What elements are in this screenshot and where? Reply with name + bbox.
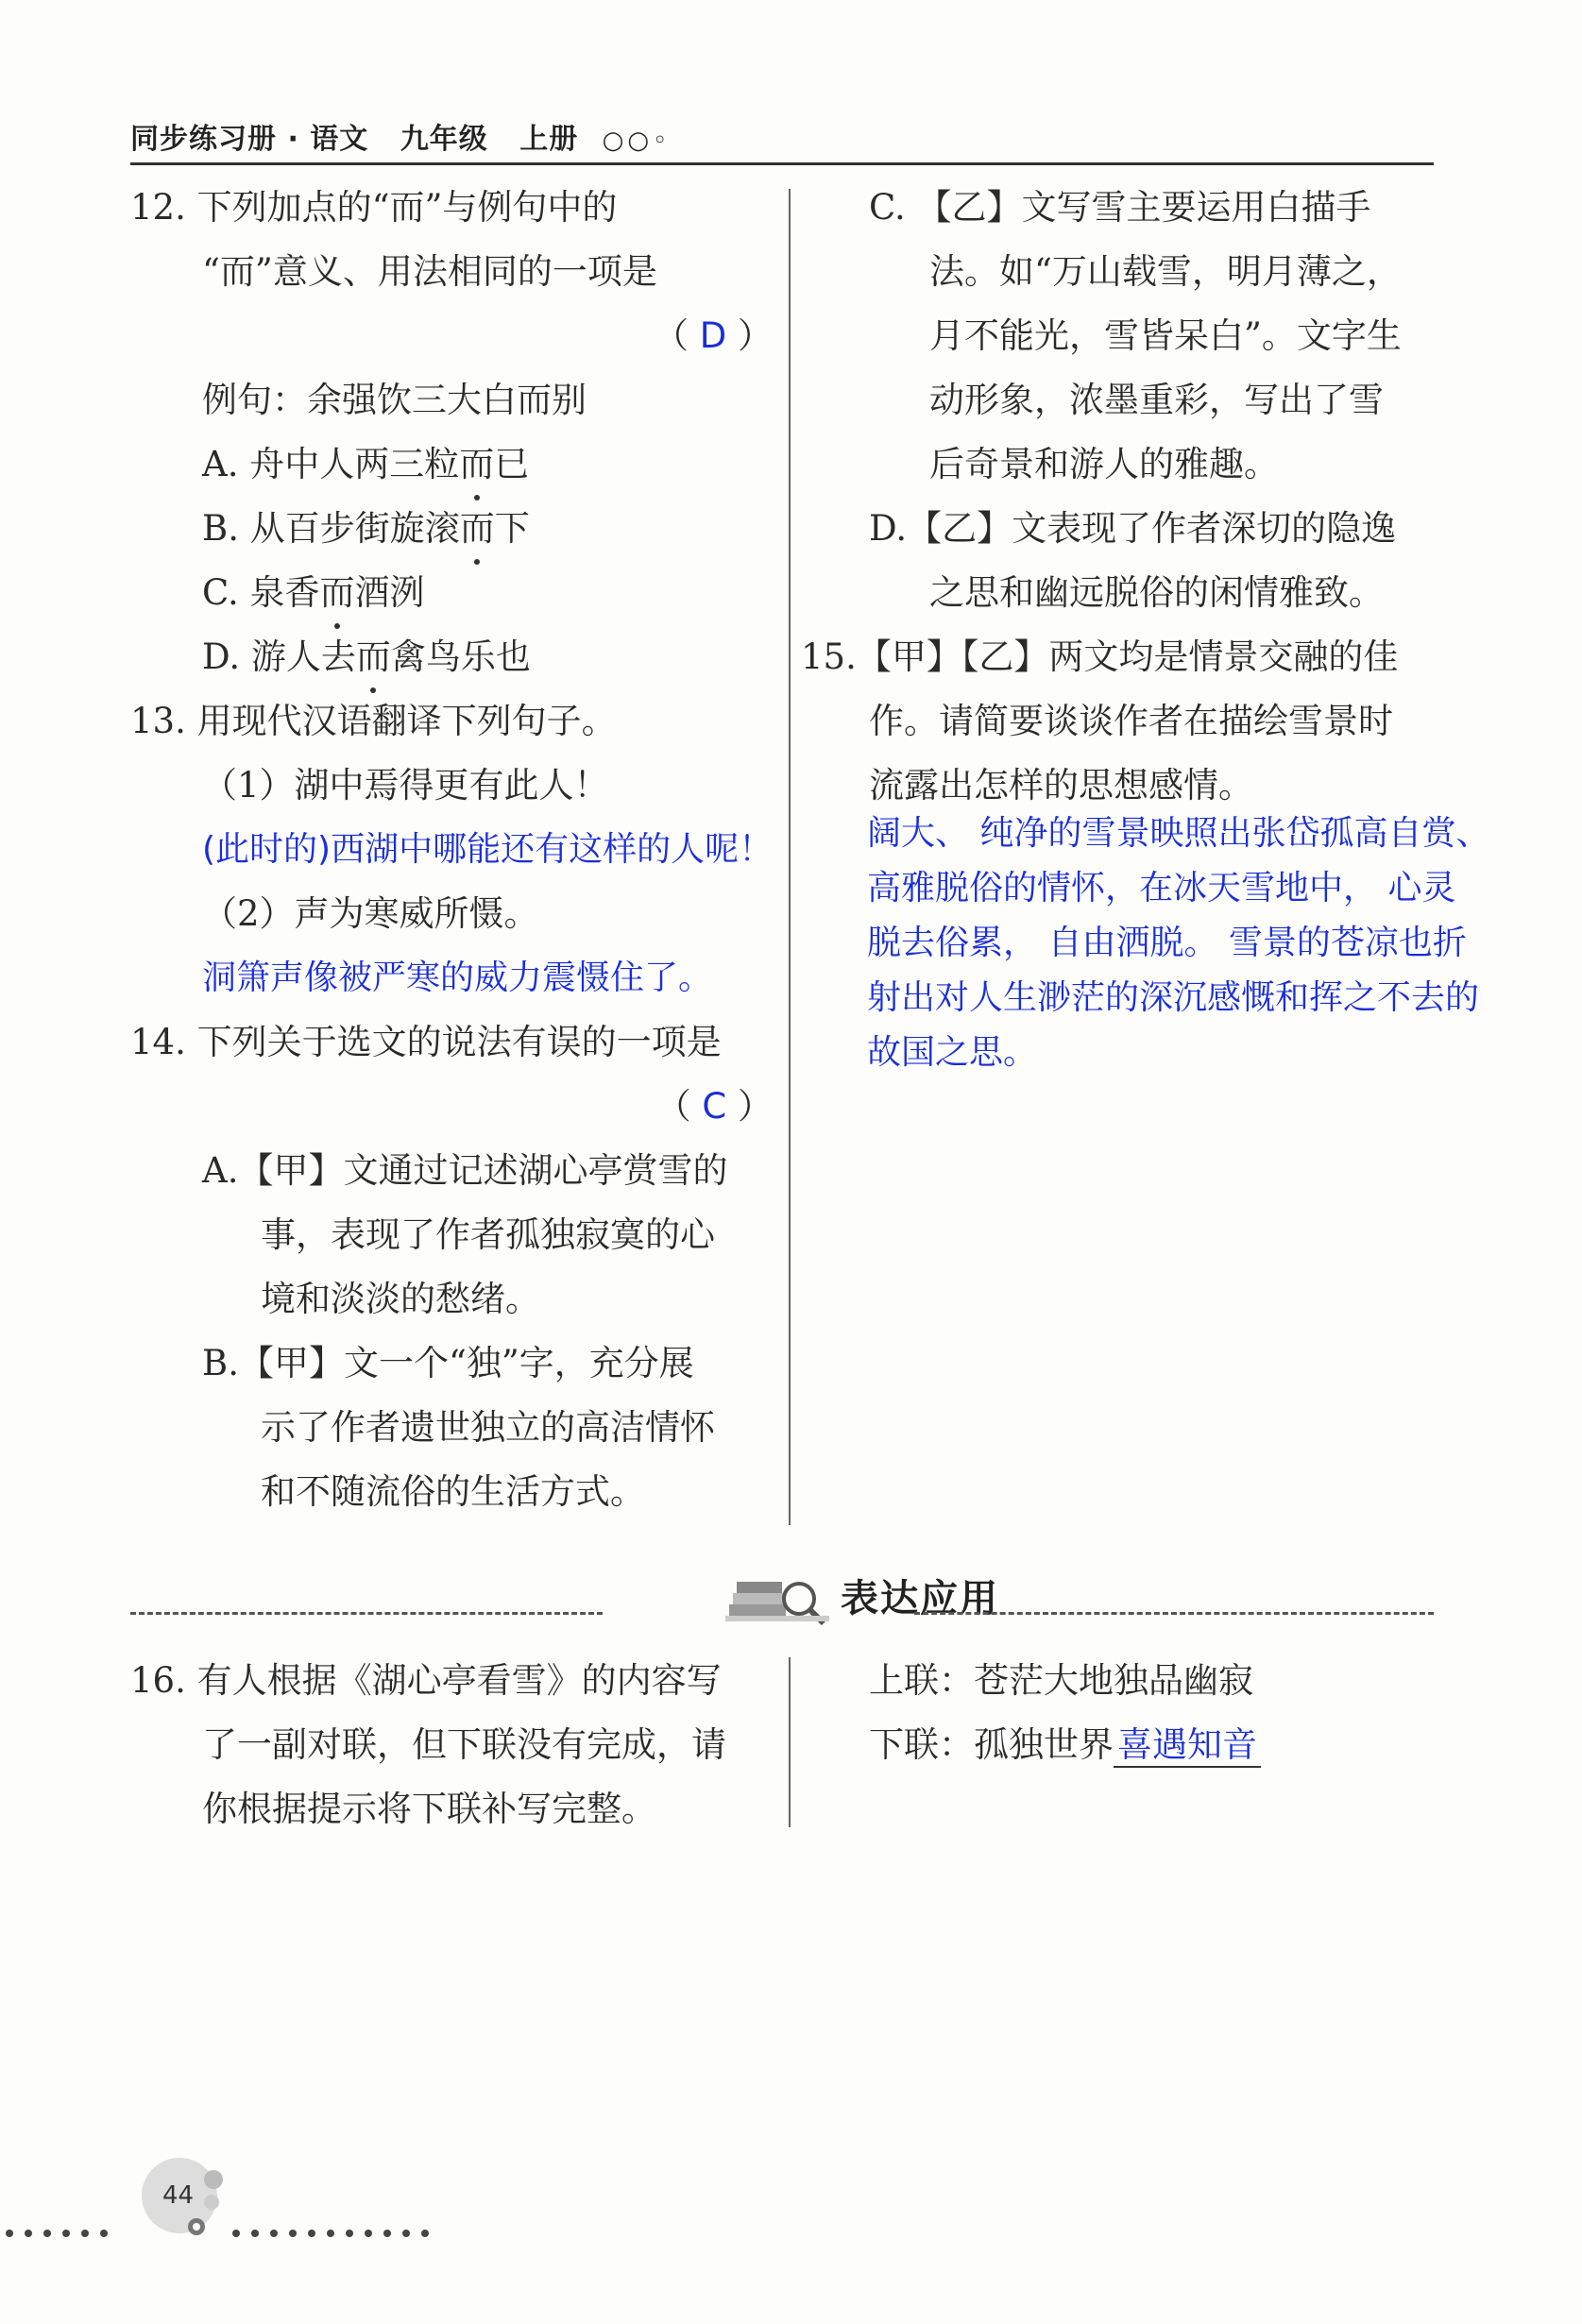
q15-block (801, 625, 1462, 818)
page-number: 44 (162, 2181, 195, 2210)
section-dashed-line-left (130, 1612, 603, 1615)
column-divider-upper (789, 189, 791, 1525)
grade-label: 九年级 (400, 123, 488, 156)
emphasis-dot-char: 而 (320, 561, 355, 625)
books-magnifier-icon (725, 1567, 829, 1633)
q14-option-b-line1: B.【甲】文一个“独”字，充分展 (202, 1343, 694, 1383)
running-header (130, 121, 1434, 165)
section-dashed-line-right (914, 1612, 1434, 1615)
q12-option-d: D. 游人去而禽鸟乐也 (130, 625, 773, 689)
q14-option-b-line2: 示了作者遗世独立的高洁情怀 (261, 1407, 715, 1448)
q14-option-c-line3: 月不能光，雪皆呆白”。文字生 (929, 315, 1402, 356)
couplet-block (869, 1649, 1454, 1777)
emphasis-dot-char: 而 (459, 433, 494, 497)
q15-stem-line3: 流露出怎样的思想感情。 (869, 765, 1253, 806)
q16-stem-line3: 你根据提示将下联补写完整。 (202, 1789, 656, 1829)
q12-answer-paren: （ D ） (653, 315, 773, 356)
book-title: 同步练习册 · 语文 (130, 123, 369, 156)
q14-answer: C (702, 1086, 727, 1127)
column-divider-lower (789, 1657, 791, 1827)
decorative-dots-row (0, 2224, 434, 2243)
q15-answer-line: 高雅脱俗的情怀，在冰天雪地中， 心灵 (867, 869, 1456, 908)
q14-option-d-line2: 之思和幽远脱俗的闲情雅致。 (929, 572, 1384, 613)
q15-answer (867, 806, 1489, 1080)
q14-option-a-line3: 境和淡淡的愁绪。 (261, 1279, 540, 1319)
q15-stem-line1: 15.【甲】【乙】两文均是情景交融的佳 (801, 636, 1399, 677)
q15-stem-line2: 作。请简要谈谈作者在描绘雪景时 (869, 701, 1393, 741)
q13-stem: 13. 用现代汉语翻译下列句子。 (130, 701, 617, 741)
q12-example: 例句：余强饮三大白而别 (202, 380, 587, 420)
q14-option-a-line2: 事，表现了作者孤独寂寞的心 (261, 1214, 715, 1255)
q15-answer-line: 阔大、 纯净的雪景映照出张岱孤高自赏、 (867, 814, 1490, 853)
q13-sentence2: （2）声为寒威所慑。 (202, 893, 539, 934)
section-title: 表达应用 (841, 1577, 999, 1620)
couplet-lower-answer: 喜遇知音 (1114, 1724, 1261, 1768)
q12-answer: D (699, 315, 727, 356)
emphasis-dot-char: 而 (356, 625, 391, 689)
decorative-circles: ○○◦ (602, 127, 672, 155)
q16-stem-line1: 16. 有人根据《湖心亭看雪》的内容写 (130, 1660, 722, 1701)
q16-stem-line2: 了一副对联，但下联没有完成，请 (202, 1724, 726, 1765)
q14-option-d-line1: D.【乙】文表现了作者深切的隐逸 (869, 508, 1397, 549)
q14-option-a-line1: A.【甲】文通过记述湖心亭赏雪的 (202, 1150, 728, 1191)
q12-stem-line1: 12. 下列加点的“而”与例句中的 (130, 187, 618, 228)
couplet-lower: 下联：孤独世界 喜遇知音 (869, 1713, 1454, 1777)
q16-block (130, 1649, 773, 1841)
volume-label: 上册 (519, 123, 579, 156)
q15-answer-line: 射出对人生渺茫的深沉感慨和挥之不去的 (867, 978, 1480, 1017)
q12-option-c: C. 泉香而酒洌 (130, 561, 773, 625)
q14-option-c-line1: C. 【乙】文写雪主要运用白描手 (869, 187, 1371, 228)
q14-stem: 14. 下列关于选文的说法有误的一项是 (130, 1022, 722, 1062)
q14-option-c-line2: 法。如“万山载雪，明月薄之， (929, 251, 1402, 292)
q14-option-b-line3: 和不随流俗的生活方式。 (261, 1471, 645, 1512)
section-header (130, 1563, 1434, 1638)
q12-option-b: B. 从百步街旋滚而下 (130, 497, 773, 561)
q12-option-a: A. 舟中人两三粒而已 (130, 433, 773, 497)
emphasis-dot-char: 而 (460, 497, 495, 561)
q12-stem-line2: “而”意义、用法相同的一项是 (202, 251, 657, 292)
q14-answer-paren: （ C ） (655, 1086, 773, 1127)
q15-answer-line: 脱去俗累， 自由洒脱。 雪景的苍凉也折 (867, 924, 1467, 962)
q15-answer-line: 故国之思。 (867, 1033, 1038, 1072)
q13-answer2: 洞箫声像被严寒的威力震慑住了。 (202, 958, 713, 997)
right-column-upper (869, 176, 1454, 625)
q14-option-c-line5: 后奇景和游人的雅趣。 (929, 444, 1279, 484)
q14-option-c-line4: 动形象，浓墨重彩，写出了雪 (929, 380, 1384, 420)
q13-answer1: (此时的)西湖中哪能还有这样的人呢！ (202, 830, 774, 869)
q13-sentence1: （1）湖中焉得更有此人！ (202, 765, 609, 806)
left-column-upper (130, 176, 773, 1524)
couplet-upper: 上联：苍茫大地独品幽寂 (869, 1660, 1253, 1701)
